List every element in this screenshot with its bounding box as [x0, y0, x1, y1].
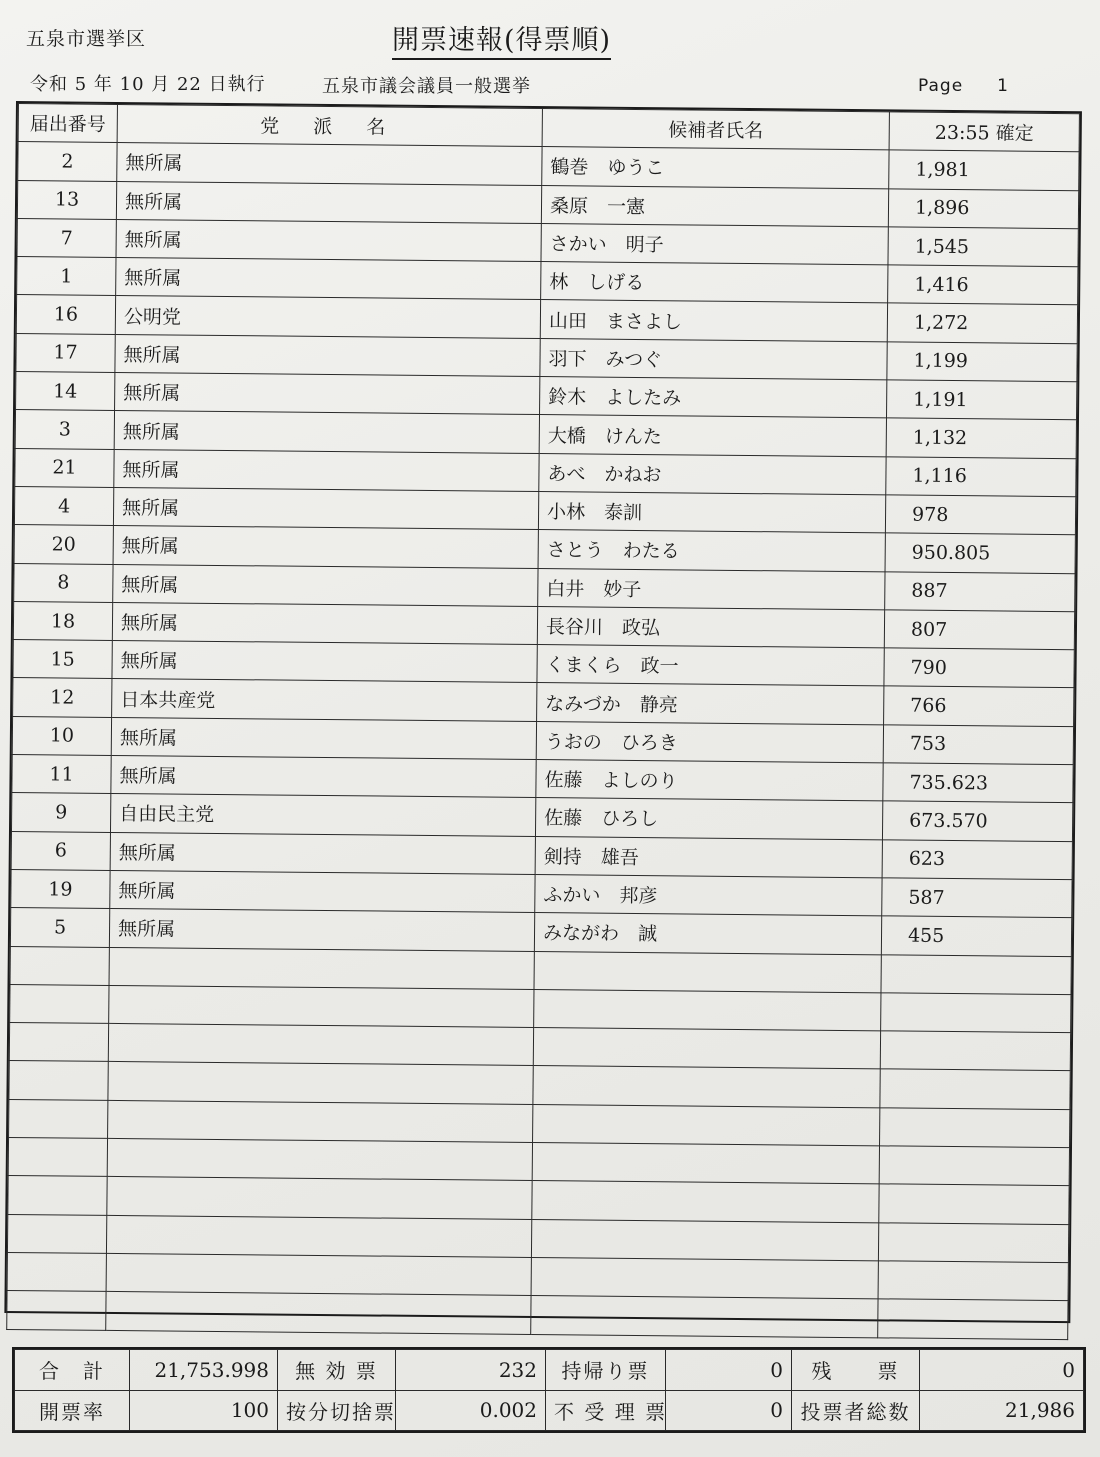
empty-cell	[531, 1296, 878, 1338]
count-rate-label: 開票率	[15, 1390, 130, 1431]
candidate-number: 18	[13, 601, 112, 640]
empty-cell	[878, 1299, 1068, 1339]
candidate-name: ふかい 邦彦	[535, 874, 882, 916]
party-name: 無所属	[116, 258, 541, 300]
candidate-name: 大橋 けんた	[539, 415, 886, 457]
document-title: 開票速報(得票順)	[392, 18, 611, 60]
empty-cell	[531, 1219, 878, 1261]
party-name: 無所属	[112, 602, 537, 644]
empty-cell	[881, 993, 1071, 1033]
empty-cell	[9, 1061, 108, 1100]
election-date: 令和 5 年 10 月 22 日執行	[30, 74, 266, 95]
candidate-number: 20	[14, 525, 113, 564]
empty-cell	[878, 1261, 1068, 1301]
remaining-label: 残 票	[792, 1350, 920, 1391]
results-table	[6, 103, 1080, 1340]
empty-cell	[534, 951, 881, 993]
candidate-name: 佐藤 ひろし	[535, 798, 882, 840]
vote-count: 978	[885, 495, 1075, 535]
candidate-name: 鶴巻 ゆうこ	[542, 147, 889, 189]
candidate-number: 7	[17, 218, 116, 257]
candidate-name: 桑原 一憲	[541, 185, 888, 227]
empty-cell	[879, 1184, 1069, 1224]
candidate-number: 1	[17, 257, 116, 296]
total-value: 21,753.998	[130, 1350, 278, 1391]
candidate-name: なみづか 静亮	[537, 683, 884, 725]
party-name: 無所属	[115, 373, 540, 415]
remaining-value: 0	[920, 1350, 1084, 1391]
empty-cell	[106, 1292, 531, 1334]
empty-cell	[108, 1062, 533, 1104]
voters-total-value: 21,986	[920, 1390, 1084, 1431]
empty-cell	[9, 1023, 108, 1062]
taken-home-value: 0	[666, 1350, 792, 1391]
vote-count: 673.570	[882, 801, 1072, 841]
candidate-name: 白井 妙子	[538, 568, 885, 610]
candidate-number: 11	[12, 755, 111, 794]
party-name: 無所属	[110, 832, 535, 874]
candidate-number: 13	[17, 180, 116, 219]
vote-count: 790	[884, 648, 1074, 688]
empty-cell	[107, 1138, 532, 1180]
candidate-name: さかい 明子	[541, 223, 888, 265]
total-label: 合 計	[15, 1350, 130, 1391]
empty-cell	[108, 1100, 533, 1142]
candidate-number: 17	[16, 333, 115, 372]
vote-count: 950.805	[885, 533, 1075, 573]
candidate-number: 6	[11, 831, 110, 870]
candidate-name: みながわ 誠	[534, 913, 881, 955]
empty-cell	[533, 1066, 880, 1108]
empty-cell	[9, 1099, 108, 1138]
vote-count: 1,896	[888, 188, 1078, 228]
candidate-name: さとう わたる	[538, 530, 885, 572]
vote-count: 623	[882, 839, 1072, 879]
candidate-number: 16	[16, 295, 115, 334]
summary-row-2	[15, 1390, 1084, 1431]
vote-count: 1,132	[886, 418, 1076, 458]
empty-cell	[533, 1104, 880, 1146]
candidate-name: うおの ひろき	[536, 721, 883, 763]
candidate-name: くまくら 政一	[537, 645, 884, 687]
summary-table-frame	[12, 1347, 1086, 1433]
empty-cell	[10, 984, 109, 1023]
rejected-value: 0	[666, 1390, 792, 1431]
rounded-votes-value: 0.002	[396, 1390, 546, 1431]
empty-cell	[7, 1291, 106, 1330]
candidate-name: 林 しげる	[541, 262, 888, 304]
empty-cell	[108, 1024, 533, 1066]
count-rate-value: 100	[130, 1390, 278, 1431]
empty-cell	[106, 1253, 531, 1295]
empty-cell	[532, 1143, 879, 1185]
party-name: 無所属	[114, 449, 539, 491]
empty-cell	[531, 1257, 878, 1299]
candidate-number: 8	[14, 563, 113, 602]
empty-cell	[7, 1252, 106, 1291]
vote-count: 735.623	[883, 763, 1073, 803]
vote-count: 1,191	[886, 380, 1076, 420]
candidate-name: 山田 まさよし	[540, 300, 887, 342]
rejected-label: 不 受 理 票	[546, 1390, 666, 1431]
empty-cell	[880, 1031, 1070, 1071]
vote-count: 1,416	[888, 265, 1078, 305]
election-name: 五泉市議会議員一般選挙	[322, 76, 531, 97]
party-name: 無所属	[114, 411, 539, 453]
summary-table	[14, 1349, 1084, 1431]
district-label: 五泉市選挙区	[26, 28, 147, 50]
candidate-name: 羽下 みつぐ	[540, 338, 887, 380]
empty-cell	[109, 947, 534, 989]
empty-cell	[878, 1222, 1068, 1262]
empty-cell	[109, 985, 534, 1027]
party-name: 無所属	[109, 909, 534, 951]
empty-cell	[880, 1069, 1070, 1109]
empty-cell	[8, 1176, 107, 1215]
page-label: Page	[918, 76, 964, 96]
candidate-name: 佐藤 よしのり	[536, 760, 883, 802]
empty-cell	[880, 1108, 1070, 1148]
candidate-name: 剣持 雄吾	[535, 836, 882, 878]
vote-count: 1,981	[889, 150, 1079, 190]
candidate-name: 鈴木 よしたみ	[540, 377, 887, 419]
taken-home-label: 持帰り票	[546, 1350, 666, 1391]
candidate-number: 15	[13, 640, 112, 679]
party-name: 無所属	[116, 219, 541, 261]
candidate-number: 12	[13, 678, 112, 717]
candidate-number: 10	[12, 716, 111, 755]
party-name: 無所属	[113, 564, 538, 606]
column-header-votes: 23:55 確定	[889, 112, 1079, 152]
party-name: 無所属	[117, 143, 542, 185]
candidate-number: 2	[18, 142, 117, 181]
vote-count: 587	[882, 878, 1072, 918]
candidate-number: 3	[15, 410, 114, 449]
vote-count: 807	[884, 610, 1074, 650]
results-body	[7, 142, 1079, 1339]
vote-count: 455	[881, 916, 1071, 956]
party-name: 無所属	[111, 755, 536, 797]
vote-count: 753	[883, 725, 1073, 765]
party-name: 無所属	[113, 526, 538, 568]
empty-cell	[107, 1177, 532, 1219]
party-name: 自由民主党	[110, 794, 535, 836]
page-indicator	[918, 76, 1009, 96]
candidate-number: 4	[14, 486, 113, 525]
party-name: 無所属	[116, 181, 541, 223]
page-number: 1	[997, 76, 1009, 96]
empty-cell	[532, 1181, 879, 1223]
vote-count: 887	[885, 571, 1075, 611]
vote-count: 766	[884, 686, 1074, 726]
empty-cell	[106, 1215, 531, 1257]
party-name: 無所属	[111, 717, 536, 759]
candidate-number: 14	[16, 372, 115, 411]
candidate-number: 9	[11, 793, 110, 832]
party-name: 公明党	[115, 296, 540, 338]
candidate-name: 長谷川 政弘	[537, 606, 884, 648]
party-name: 無所属	[110, 870, 535, 912]
empty-cell	[534, 989, 881, 1031]
empty-cell	[8, 1137, 107, 1176]
empty-cell	[533, 1028, 880, 1070]
invalid-votes-label: 無 効 票	[278, 1350, 396, 1391]
column-header-candidate: 候補者氏名	[542, 109, 889, 151]
results-table-frame	[4, 101, 1082, 1323]
empty-cell	[10, 946, 109, 985]
candidate-name: 小林 泰訓	[538, 492, 885, 534]
rounded-votes-label: 按分切捨票	[278, 1390, 396, 1431]
party-name: 日本共産党	[112, 679, 537, 721]
vote-count: 1,272	[887, 303, 1077, 343]
empty-cell	[881, 954, 1071, 994]
party-name: 無所属	[115, 334, 540, 376]
party-name: 無所属	[112, 641, 537, 683]
candidate-name: あべ かねお	[539, 453, 886, 495]
vote-count: 1,116	[886, 457, 1076, 497]
candidate-number: 5	[10, 908, 109, 947]
invalid-votes-value: 232	[396, 1350, 546, 1391]
vote-count: 1,199	[887, 342, 1077, 382]
empty-cell	[7, 1214, 106, 1253]
candidate-number: 19	[11, 869, 110, 908]
voters-total-label: 投票者総数	[792, 1390, 920, 1431]
candidate-number: 21	[15, 448, 114, 487]
column-header-number: 届出番号	[18, 104, 117, 143]
column-header-party: 党 派 名	[117, 104, 542, 146]
party-name: 無所属	[113, 487, 538, 529]
summary-row-1	[15, 1350, 1084, 1391]
empty-cell	[879, 1146, 1069, 1186]
vote-count: 1,545	[888, 227, 1078, 267]
